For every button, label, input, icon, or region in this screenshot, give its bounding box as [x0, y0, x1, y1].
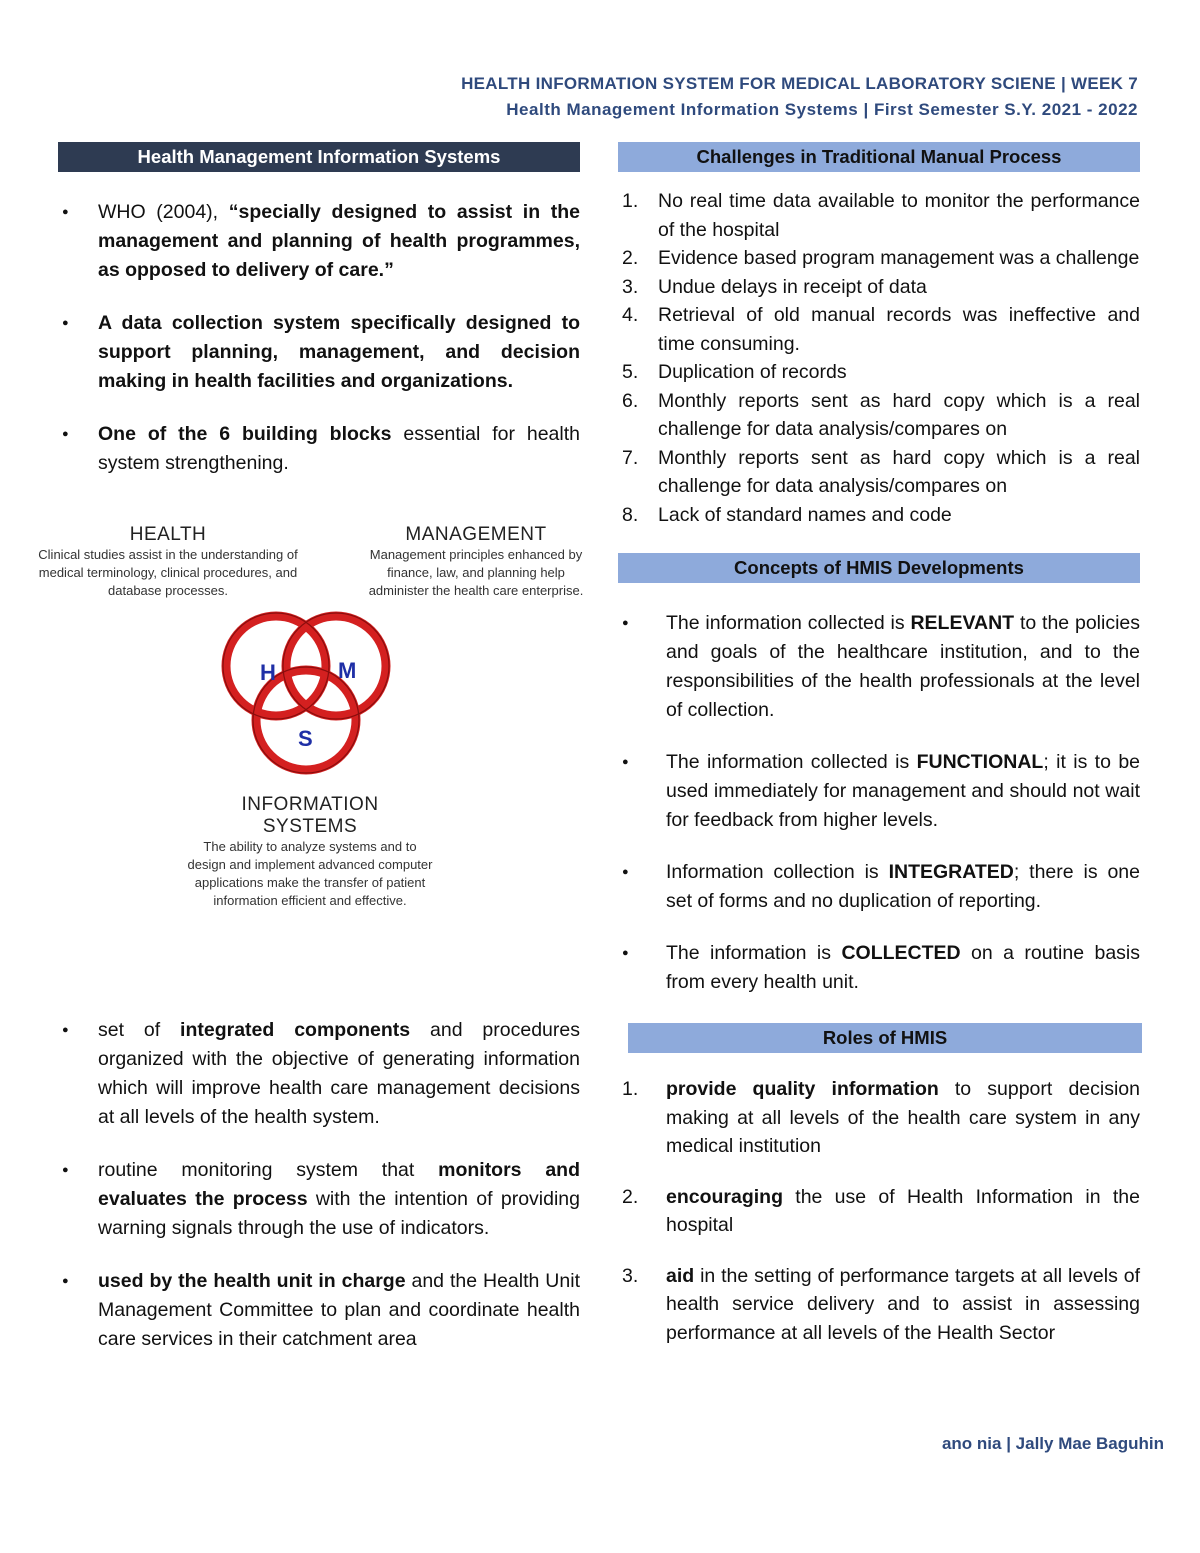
- list-item: ● used by the health unit in charge and the Health Unit Management Committee to plan and coordinate health care services in their catchment area: [58, 1267, 580, 1354]
- letter-h: H: [260, 660, 276, 685]
- section-title-hmis: Health Management Information Systems: [58, 142, 580, 172]
- section-title-roles: Roles of HMIS: [628, 1023, 1142, 1053]
- information-systems-label: INFORMATION SYSTEMS The ability to analyze systems and to design and implement advanced computer applications make the transfer of patient information efficient and effective.: [187, 794, 433, 908]
- section-title-concepts: Concepts of HMIS Developments: [618, 553, 1140, 583]
- footer-author: ano nia | Jally Mae Baguhin: [941, 1434, 1164, 1453]
- list-item: ● The information is COLLECTED on a routine basis from every health unit.: [618, 939, 1140, 997]
- list-item: 4. Retrieval of old manual records was ineffective and time consuming.: [622, 304, 1140, 355]
- list-item: ● routine monitoring system that monitors and evaluates the process with the intention of providing warning signals through the use of indicators.: [58, 1156, 580, 1243]
- health-label: HEALTH Clinical studies assist in the understanding of medical terminology, clinical procedures, and database processes.: [38, 524, 298, 598]
- list-item: 1. No real time data available to monitor the performance of the hospital: [622, 190, 1140, 241]
- list-item: 8. Lack of standard names and code: [622, 503, 952, 526]
- list-item: ● WHO (2004), “specially designed to assist in the management and planning of health programmes, as opposed to delivery of care.”: [58, 198, 580, 285]
- list-item: 2. encouraging the use of Health Information in the hospital: [622, 1185, 1140, 1236]
- list-item: ● One of the 6 building blocks essential for health system strengthening.: [58, 420, 580, 478]
- list-item: 5. Duplication of records: [622, 361, 847, 383]
- list-item: 3. Undue delays in receipt of data: [622, 275, 927, 298]
- list-item: 2. Evidence based program management was a challenge: [622, 247, 1140, 269]
- list-item: 1. provide quality information to support decision making at all levels of the health care system in any medical institution: [622, 1078, 1140, 1157]
- concepts-list: [618, 609, 1140, 997]
- section-title-challenges: Challenges in Traditional Manual Process: [618, 142, 1140, 172]
- hmis-definition-list: [58, 198, 580, 478]
- management-label: MANAGEMENT Management principles enhanced by finance, law, and planning help administer the health care enterprise.: [368, 524, 584, 598]
- hms-venn-diagram: [38, 524, 584, 964]
- list-item: ● Information collection is INTEGRATED; there is one set of forms and no duplication of reporting.: [618, 858, 1140, 916]
- list-item: 6. Monthly reports sent as hard copy which is a real challenge for data analysis/compares on: [622, 389, 1140, 440]
- list-item: ● The information collected is RELEVANT to the policies and goals of the healthcare institution, and to the responsibilities of the health professionals at the level of collection.: [618, 609, 1140, 725]
- header-course-title: HEALTH INFORMATION SYSTEM FOR MEDICAL LABORATORY SCIENE | WEEK 7: [461, 74, 1138, 93]
- list-item: ● A data collection system specifically designed to support planning, management, and decision making in health facilities and organizations.: [58, 309, 580, 396]
- left-column: [38, 142, 584, 1354]
- challenges-list: [618, 187, 1140, 529]
- roles-list: [618, 1075, 1140, 1347]
- venn-circles: [178, 608, 438, 808]
- header-subtitle: Health Management Information Systems | First Semester S.Y. 2021 - 2022: [506, 100, 1138, 119]
- list-item: ● The information collected is FUNCTIONAL; it is to be used immediately for management and should not wait for feedback from higher levels.: [618, 748, 1140, 835]
- list-item: 3. aid in the setting of performance targets at all levels of health service delivery and to assist in assessing performance at all levels of the Health Sector: [622, 1264, 1140, 1344]
- letter-m: M: [338, 658, 357, 683]
- letter-s: S: [298, 726, 313, 751]
- list-item: ● set of integrated components and procedures organized with the objective of generating information which will improve health care management decisions at all levels of the health system.: [58, 1016, 580, 1132]
- right-column: [618, 142, 1140, 1347]
- list-item: 7. Monthly reports sent as hard copy which is a real challenge for data analysis/compares on: [622, 446, 1140, 497]
- hmis-components-list: [58, 1016, 580, 1354]
